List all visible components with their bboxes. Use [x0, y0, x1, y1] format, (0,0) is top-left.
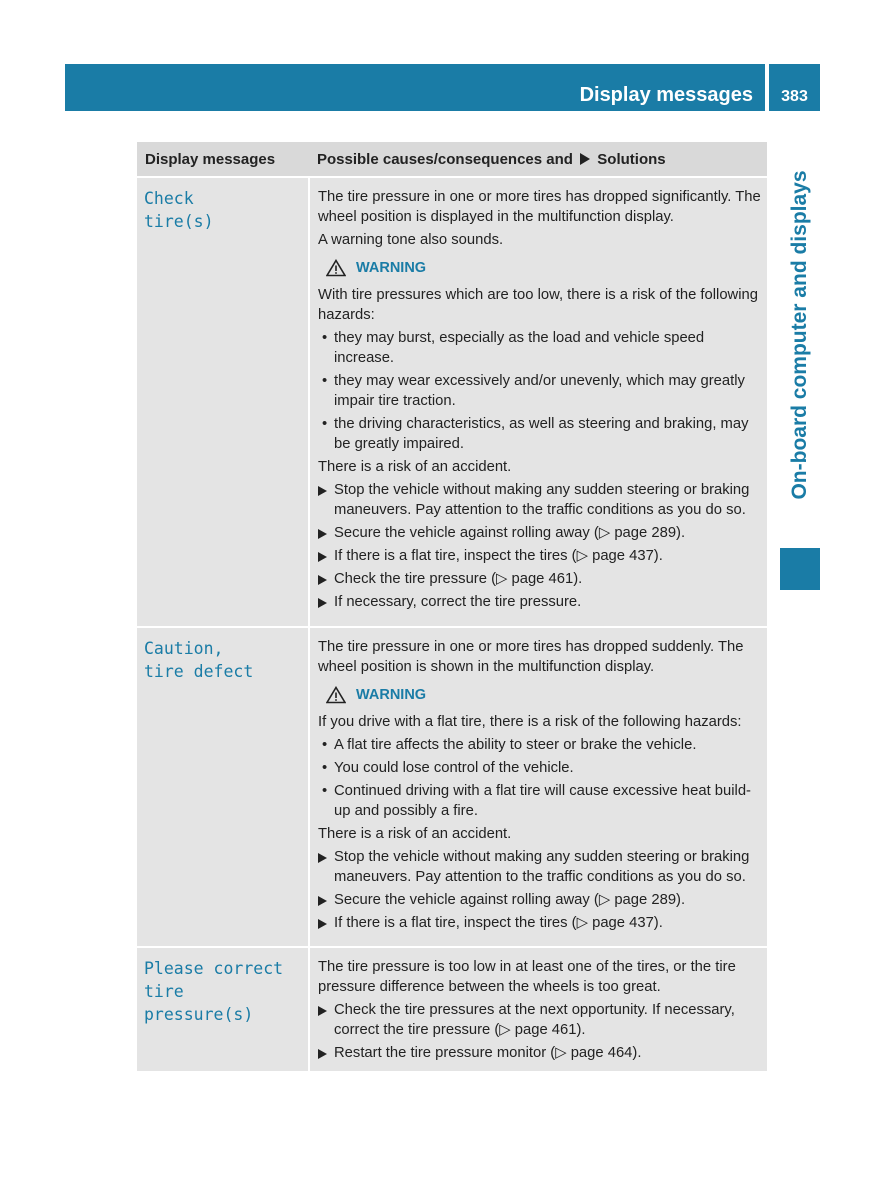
action-step: Check the tire pressures at the next opportunity. If necessary, correct the tire pressure (▷ page 461).	[318, 1000, 761, 1040]
step-arrow-icon	[318, 575, 327, 585]
page-title: Display messages	[579, 84, 753, 106]
column-header-messages: Display messages	[145, 151, 276, 168]
display-message	[137, 178, 308, 626]
section-marker	[780, 548, 820, 590]
page-number-box	[769, 64, 820, 111]
warning-triangle-icon	[326, 259, 346, 277]
list-item: • Continued driving with a flat tire will cause excessive heat build-up and possibly a fire.	[322, 783, 751, 819]
list-item: • You could lose control of the vehicle.	[322, 760, 574, 776]
action-step: If there is a flat tire, inspect the tires (▷ page 437).	[318, 546, 761, 566]
step-arrow-icon	[318, 1006, 327, 1016]
risk-text: There is a risk of an accident.	[318, 459, 512, 475]
display-message-line: Please correct	[144, 959, 284, 978]
warning-heading	[326, 258, 761, 278]
list-item: • they may burst, especially as the load and vehicle speed increase.	[322, 330, 705, 366]
warning-heading	[326, 685, 761, 705]
table-row	[137, 948, 767, 1071]
display-message-line: tire defect	[144, 662, 254, 681]
warning-text: With tire pressures which are too low, there is a risk of the following hazards:	[318, 287, 758, 323]
cause-text: A warning tone also sounds.	[318, 232, 504, 248]
action-step: Stop the vehicle without making any sudden steering or braking maneuvers. Pay attention to the traffic conditions as you do so.	[318, 847, 761, 887]
display-message-line: Check	[144, 189, 194, 208]
section-side-tab	[780, 130, 820, 540]
column-header-causes-text: Possible causes/consequences and	[317, 151, 573, 168]
step-arrow-icon	[318, 853, 327, 863]
step-arrow-icon	[318, 919, 327, 929]
list-item: • they may wear excessively and/or unevenly, which may greatly impair tire traction.	[322, 373, 745, 409]
action-step: Check the tire pressure (▷ page 461).	[318, 569, 761, 589]
section-label: On-board computer and displays	[788, 170, 811, 500]
list-item: • A flat tire affects the ability to steer or brake the vehicle.	[322, 737, 697, 753]
arrow-right-icon	[580, 153, 590, 165]
action-step: Restart the tire pressure monitor (▷ page 464).	[318, 1043, 761, 1063]
action-step: If there is a flat tire, inspect the tires (▷ page 437).	[318, 913, 761, 933]
display-message	[137, 628, 308, 946]
table-row	[137, 178, 767, 628]
action-step: Secure the vehicle against rolling away (▷ page 289).	[318, 890, 761, 910]
warning-triangle-icon	[326, 686, 346, 704]
header-bar	[65, 64, 765, 111]
causes-solutions	[310, 628, 767, 946]
risk-text: There is a risk of an accident.	[318, 826, 512, 842]
step-arrow-icon	[318, 486, 327, 496]
table-row	[137, 628, 767, 948]
action-step: Stop the vehicle without making any sudden steering or braking maneuvers. Pay attention to the traffic conditions as you do so.	[318, 480, 761, 520]
cause-text: The tire pressure is too low in at least one of the tires, or the tire pressure difference between the wheels is too great.	[318, 959, 736, 995]
causes-solutions	[310, 948, 767, 1071]
causes-solutions	[310, 178, 767, 626]
column-header-solutions-text: Solutions	[597, 151, 666, 168]
action-step: If necessary, correct the tire pressure.	[318, 592, 761, 612]
action-step: Secure the vehicle against rolling away (▷ page 289).	[318, 523, 761, 543]
step-arrow-icon	[318, 1049, 327, 1059]
display-message-line: tire(s)	[144, 212, 214, 231]
warning-text: If you drive with a flat tire, there is a risk of the following hazards:	[318, 714, 742, 730]
step-arrow-icon	[318, 896, 327, 906]
cause-text: The tire pressure in one or more tires has dropped suddenly. The wheel position is shown in the multifunction display.	[318, 639, 744, 675]
page-number: 383	[781, 88, 808, 105]
step-arrow-icon	[318, 598, 327, 608]
display-message	[137, 948, 308, 1071]
step-arrow-icon	[318, 529, 327, 539]
list-item: • the driving characteristics, as well as steering and braking, may be greatly impaired.	[322, 416, 749, 452]
warning-label: WARNING	[356, 260, 427, 276]
cause-text: The tire pressure in one or more tires has dropped significantly. The wheel position is displayed in the multifunction display.	[318, 189, 761, 225]
table-header	[137, 142, 767, 178]
step-arrow-icon	[318, 552, 327, 562]
column-header-causes	[310, 142, 767, 176]
display-messages-table	[137, 142, 767, 1071]
display-message-line: Caution,	[144, 639, 224, 658]
warning-label: WARNING	[356, 687, 427, 703]
display-message-line: tire pressure(s)	[144, 982, 254, 1024]
